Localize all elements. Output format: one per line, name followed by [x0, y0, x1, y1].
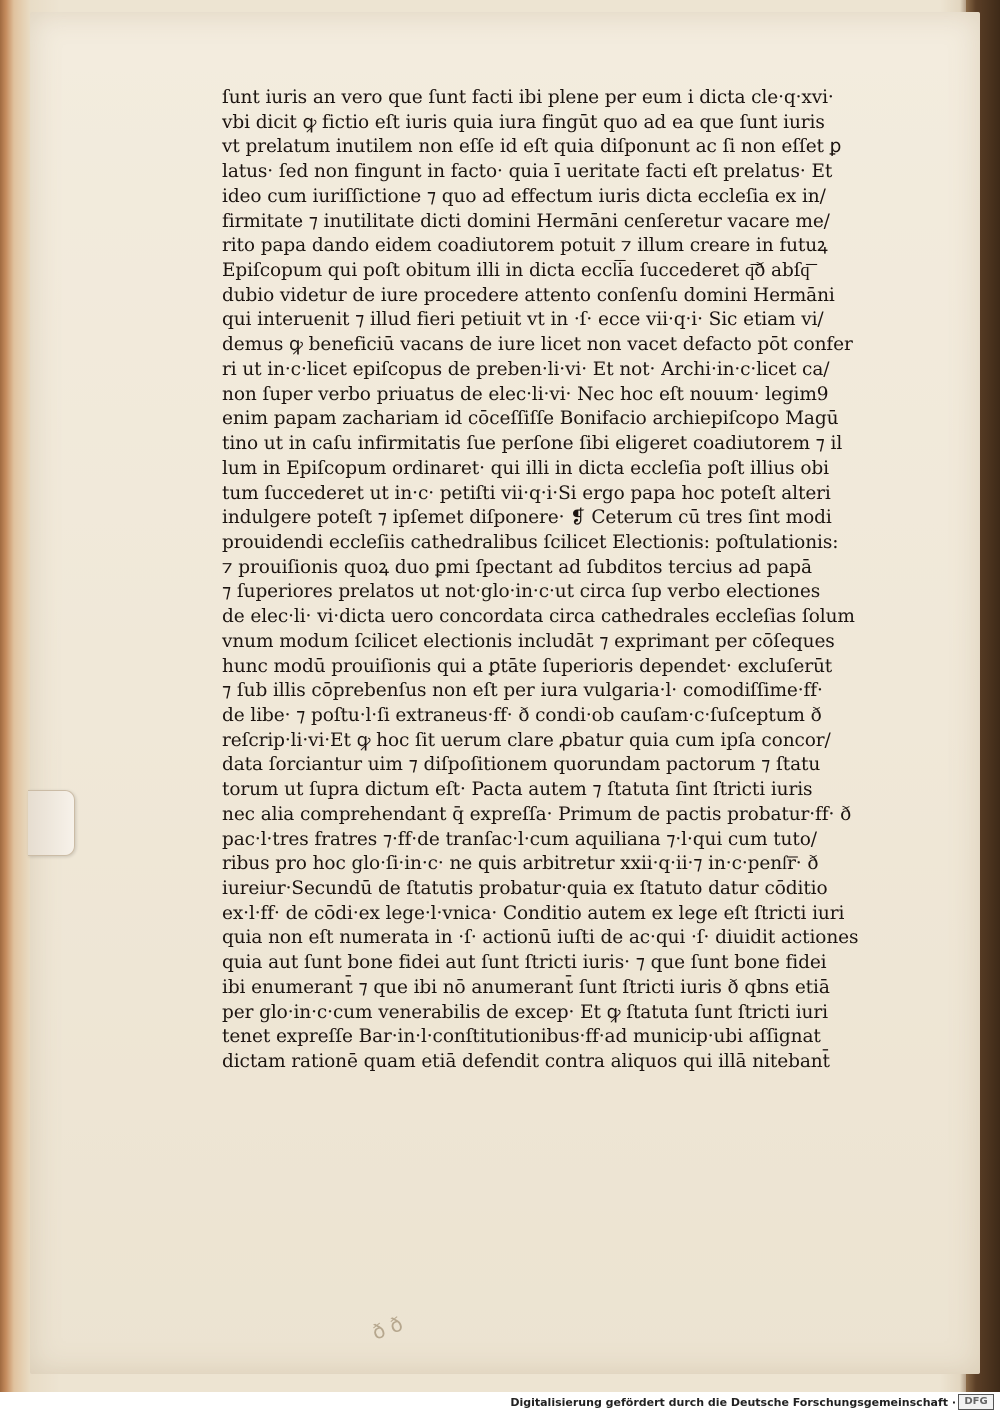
text-line: vnum modum ſcilicet electionis includāt ⁊ exprimant per cōſeques [222, 630, 835, 652]
text-line: ⁊ prouiſionis quoꝝ duo ꝑmi ſpectant ad ſubditos tercius ad papā [222, 556, 812, 578]
text-line: ideo cum iuriſſictione ⁊ quo ad effectum iuris dicta eccleſia ex in/ [222, 185, 826, 207]
text-line: ⁊ ſuperiores prelatos ut not·glo·in·c·ut circa ſup verbo electiones [222, 581, 821, 603]
text-line: data ſorciantur uim ⁊ diſpoſitionem quorundam pactorum ⁊ ſtatu [222, 754, 821, 776]
text-line: pac·l·tres fratres ⁊·ff·de tranſac·l·cum aquiliana ⁊·l·qui cum tuto/ [222, 828, 817, 850]
text-block [222, 86, 859, 1075]
text-line: reſcrip·li·vi·Et ꝙ hoc ſit uerum clare ꝓbatur quia cum ipſa concor/ [222, 729, 831, 751]
text-line: quia aut ſunt bone fidei aut ſunt ſtricti iuris· ⁊ que ſunt bone fidei [222, 952, 827, 974]
text-line: prouidendi eccleſiis cathedralibus ſcilicet Electionis: poſtulationis: [222, 531, 839, 553]
text-line: tum ſuccederet ut in·c· petiſti vii·q·i·Si ergo papa hoc poteſt alteri [222, 482, 831, 504]
text-line: enim papam zachariam id cōceſſiſſe Bonifacio archiepiſcopo Magū [222, 408, 839, 430]
text-line: hunc modū prouiſionis qui a ꝑtāte ſuperioris dependet· excluſerūt [222, 655, 833, 677]
text-line: ribus pro hoc glo·ſi·in·c· ne quis arbitretur xxii·q·ii·⁊ in·c·penſ͞r· ð [222, 853, 819, 875]
text-line: ri ut in·c·licet epiſcopus de preben·li·vi· Et not· Archi·in·c·licet ca/ [222, 358, 830, 380]
text-line: ⁊ ſub illis cōprebenſus non eſt per iura vulgaria·l· comodiſſime·ff· [222, 680, 823, 702]
text-line: torum ut ſupra dictum eſt· Pacta autem ⁊ ſtatuta ſint ſtricti iuris [222, 779, 813, 801]
text-line: de libe· ⁊ poſtu·l·ſi extraneus·ff· ð condi·ob cauſam·c·ſuſceptum ð [222, 704, 822, 726]
text-line: latus· ſed non fingunt in facto· quia ī ueritate facti eſt prelatus· Et [222, 161, 833, 183]
text-line: non ſuper verbo priuatus de elec·li·vi· Nec hoc eſt nouum· legim9 [222, 383, 829, 405]
text-line: demus ꝙ beneficiū vacans de iure licet non vacet defacto pōt confer [222, 334, 853, 356]
text-line: vt prelatum inutilem non eſſe id eſt quia diſponunt ac ſi non eſſet ꝑ [222, 136, 842, 158]
binding-edge-left [0, 0, 30, 1392]
text-line: firmitate ⁊ inutilitate dicti domini Hermāni cenſeretur vacare me/ [222, 210, 830, 232]
text-line: tino ut in caſu infirmitatis ſue perſone ſibi eligeret coadiutorem ⁊ il [222, 433, 843, 455]
text-line: lum in Epiſcopum ordinaret· qui illi in dicta eccleſia poſt illius obi [222, 457, 829, 479]
text-line: nec alia comprehendant q̄ expreſſa· Primum de pactis probatur·ff· ð [222, 803, 852, 825]
text-line: rito papa dando eidem coadiutorem potuit ⁊ illum creare in futuꝝ [222, 235, 828, 257]
text-line: iureiur·Secundū de ſtatutis probatur·quia ex ſtatuto datur cōditio [222, 878, 828, 899]
text-line: quia non eſt numerata in ·ſ· actionū iuſti de ac·qui ·ſ· diuidit actiones [222, 927, 859, 949]
text-line: per glo·in·c·cum venerabilis de excep· Et ꝙ ſtatuta ſunt ſtricti iuri [222, 1001, 828, 1023]
footer-credit: Digitalisierung gefördert durch die Deutsche Forschungsgemeinschaft · [510, 1396, 956, 1409]
text-line: ex·l·ff· de cōdi·ex lege·l·vnica· Conditio autem ex lege eſt ſtricti iuri [222, 902, 845, 924]
margin-mark: ð ð [368, 1311, 407, 1345]
page-clip-tab [28, 790, 75, 856]
text-line: indulgere poteſt ⁊ ipſemet diſponere· ❡ Ceterum cū tres ſint modi [222, 507, 832, 529]
text-line: dubio videtur de iure procedere attento conſenſu domini Hermāni [222, 284, 835, 306]
text-line: ibi enumerant̄ ⁊ que ibi nō anumerant̄ ſunt ſtricti iuris ð qbns etiā [222, 976, 830, 998]
text-line: ſunt iuris an vero que ſunt facti ibi plene per eum i dicta cle·q·xvi· [222, 87, 834, 108]
dfg-logo: DFG [958, 1394, 994, 1410]
text-line: dictam rationē quam etiā defendit contra aliquos qui illā nitebant̄ [222, 1051, 830, 1073]
text-line: vbi dicit ꝙ fictio eſt iuris quia iura fingūt quo ad ea que ſunt iuris [222, 111, 825, 133]
text-line: qui interuenit ⁊ illud fieri petiuit vt in ·ſ· ecce vii·q·i· Sic etiam vi/ [222, 309, 824, 331]
text-line: de elec·li· vi·dicta uero concordata circa cathedrales eccleſias ſolum [222, 606, 855, 628]
text-line: Epiſcopum qui poſt obitum illi in dicta eccl͞ia ſuccederet q͞ð abſq͞ [222, 260, 810, 282]
text-line: tenet expreſſe Bar·in·l·conſtitutionibus·ff·ad municip·ubi aſſignat [222, 1026, 821, 1048]
